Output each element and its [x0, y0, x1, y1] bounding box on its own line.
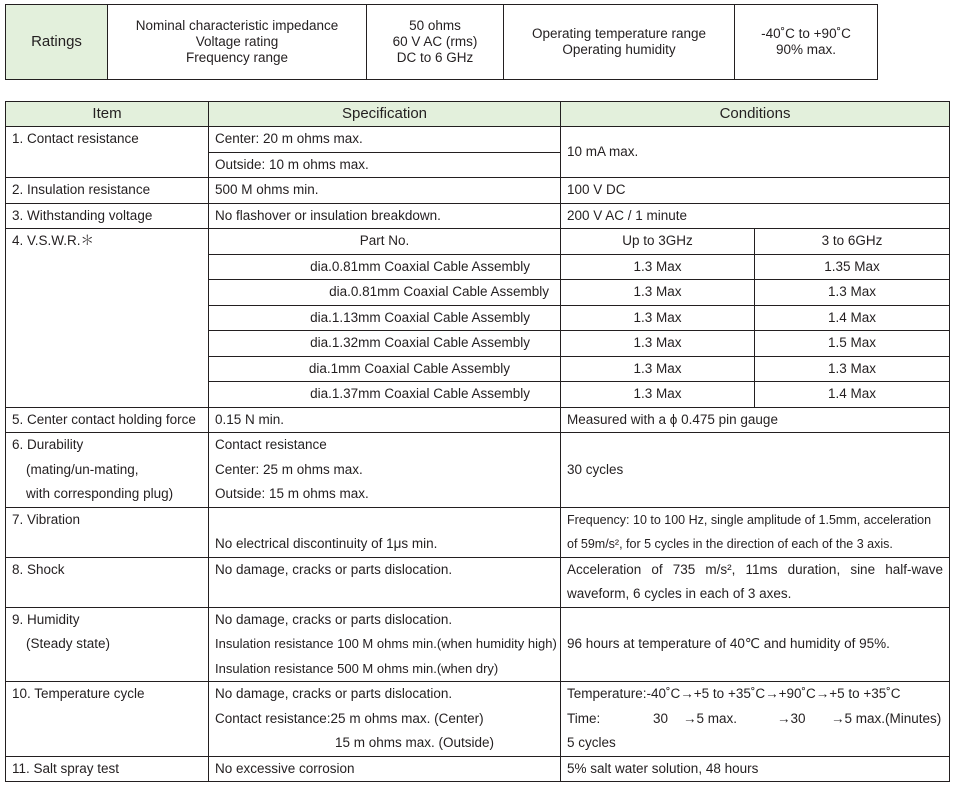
specification-table	[5, 101, 950, 782]
item-subtitle: (mating/un-mating,	[26, 461, 139, 477]
table-row	[6, 203, 950, 229]
vswr-to6: 1.5 Max	[755, 331, 950, 357]
vswr-up3: 1.3 Max	[561, 280, 755, 306]
vswr-header-part: Part No.	[209, 229, 561, 255]
operating-temperature-label: Operating temperature range	[531, 26, 707, 41]
spec-cell	[209, 433, 561, 508]
vswr-header-to6: 3 to 6GHz	[755, 229, 950, 255]
item-cell: 7. Vibration	[6, 507, 209, 557]
voltage-rating-value: 60 V AC (rms)	[392, 34, 478, 49]
operating-humidity-label: Operating humidity	[562, 42, 676, 57]
item-cell: 2. Insulation resistance	[6, 178, 209, 204]
spec-cell: No electrical discontinuity of 1μs min.	[209, 507, 561, 557]
item-cell	[6, 433, 209, 508]
header-specification: Specification	[209, 102, 561, 127]
vswr-part: dia.0.81mm Coaxial Cable Assembly	[209, 280, 561, 306]
spec-line: Insulation resistance 100 M ohms min.(when humidity high)	[215, 636, 557, 651]
operating-humidity-value: 90% max.	[775, 42, 837, 57]
item-cell: 3. Withstanding voltage	[6, 203, 209, 229]
condition-line: Frequency: 10 to 100 Hz, single amplitude of 1.5mm, acceleration	[567, 512, 932, 527]
item-cell: 1. Contact resistance	[6, 127, 209, 178]
vswr-part: dia.1.13mm Coaxial Cable Assembly	[209, 305, 561, 331]
vswr-part: dia.0.81mm Coaxial Cable Assembly	[209, 254, 561, 280]
ratings-names-2	[504, 5, 735, 80]
condition-line: Temperature:-40˚C→+5 to +35˚C→+90˚C→+5 to +35˚C	[567, 686, 901, 701]
spec-cell: No damage, cracks or parts dislocation.	[209, 557, 561, 607]
condition-cell: 200 V AC / 1 minute	[561, 203, 950, 229]
condition-line: of 59m/s², for 5 cycles in the direction of each of the 3 axis.	[567, 537, 893, 551]
table-row	[6, 507, 950, 557]
spec-cell: No excessive corrosion	[209, 756, 561, 782]
table-row	[6, 682, 950, 757]
item-title: 6. Durability	[12, 437, 84, 452]
spec-cell: 0.15 N min.	[209, 407, 561, 433]
header-item: Item	[6, 102, 209, 127]
condition-cell: Measured with a ϕ 0.475 pin gauge	[561, 407, 950, 433]
operating-temperature-value: -40˚C to +90˚C	[761, 26, 851, 41]
spec-cell: Outside: 10 m ohms max.	[209, 152, 561, 178]
item-cell	[6, 607, 209, 682]
condition-time-line: Time: 30 →5 max. →30 →5 max.(Minutes)	[567, 710, 942, 726]
ratings-values-2	[735, 5, 878, 80]
item-cell: 10. Temperature cycle	[6, 682, 209, 757]
spec-line: No damage, cracks or parts dislocation.	[215, 611, 453, 627]
table-row	[6, 127, 950, 153]
condition-cell: 5% salt water solution, 48 hours	[561, 756, 950, 782]
condition-cell: 30 cycles	[561, 433, 950, 508]
condition-cell	[561, 507, 950, 557]
vswr-up3: 1.3 Max	[561, 331, 755, 357]
vswr-up3: 1.3 Max	[561, 305, 755, 331]
vswr-part: dia.1mm Coaxial Cable Assembly	[209, 356, 561, 382]
condition-cell: 96 hours at temperature of 40℃ and humidity of 95%.	[561, 607, 950, 682]
condition-cell	[561, 557, 950, 607]
vswr-header-up3: Up to 3GHz	[561, 229, 755, 255]
frequency-range-label: Frequency range	[185, 50, 289, 65]
item-cell: 4. V.S.W.R.＊	[6, 229, 209, 408]
item-cell: 8. Shock	[6, 557, 209, 607]
table-row	[6, 607, 950, 682]
spec-line: No damage, cracks or parts dislocation.	[215, 686, 453, 701]
table-row	[6, 229, 950, 255]
vswr-to6: 1.4 Max	[755, 305, 950, 331]
spec-line: Center: 25 m ohms max.	[215, 461, 363, 477]
nominal-impedance-label: Nominal characteristic impedance	[135, 18, 339, 33]
ratings-values-1	[367, 5, 504, 80]
voltage-rating-label: Voltage rating	[195, 34, 279, 49]
vswr-up3: 1.3 Max	[561, 356, 755, 382]
spec-cell	[209, 607, 561, 682]
spec-line: Contact resistance	[215, 437, 327, 452]
item-title: 9. Humidity	[12, 611, 80, 627]
condition-line: 5 cycles	[567, 735, 616, 750]
condition-cell	[561, 682, 950, 757]
spec-cell: Center: 20 m ohms max.	[209, 127, 561, 153]
vswr-up3: 1.3 Max	[561, 382, 755, 408]
ratings-names-1	[108, 5, 367, 80]
frequency-range-value: DC to 6 GHz	[396, 50, 474, 65]
table-row	[6, 557, 950, 607]
spec-line: Contact resistance:25 m ohms max. (Center)	[215, 710, 484, 726]
vswr-up3: 1.3 Max	[561, 254, 755, 280]
item-cell: 11. Salt spray test	[6, 756, 209, 782]
vswr-part: dia.1.37mm Coaxial Cable Assembly	[209, 382, 561, 408]
spec-cell: 500 M ohms min.	[209, 178, 561, 204]
item-cell: 5. Center contact holding force	[6, 407, 209, 433]
item-subtitle: with corresponding plug)	[26, 486, 174, 501]
header-conditions: Conditions	[561, 102, 950, 127]
header-row	[6, 102, 950, 127]
table-row	[6, 756, 950, 782]
condition-cell: 10 mA max.	[561, 127, 950, 178]
table-row	[6, 433, 950, 508]
vswr-part: dia.1.32mm Coaxial Cable Assembly	[209, 331, 561, 357]
spec-cell: No flashover or insulation breakdown.	[209, 203, 561, 229]
ratings-label: Ratings	[6, 5, 108, 80]
spec-line: Outside: 15 m ohms max.	[215, 486, 369, 501]
condition-line: Acceleration of 735 m/s², 11ms duration, sine half-wave	[567, 561, 943, 577]
item-subtitle: (Steady state)	[26, 636, 111, 651]
spec-cell	[209, 682, 561, 757]
condition-cell: 100 V DC	[561, 178, 950, 204]
vswr-to6: 1.35 Max	[755, 254, 950, 280]
vswr-to6: 1.4 Max	[755, 382, 950, 408]
vswr-to6: 1.3 Max	[755, 356, 950, 382]
ratings-table	[5, 4, 878, 80]
vswr-to6: 1.3 Max	[755, 280, 950, 306]
table-row	[6, 407, 950, 433]
condition-line: waveform, 6 cycles in each of 3 axes.	[567, 586, 792, 601]
spec-line: Insulation resistance 500 M ohms min.(when dry)	[215, 660, 499, 676]
nominal-impedance-value: 50 ohms	[409, 18, 461, 33]
table-row	[6, 178, 950, 204]
spec-line: 15 m ohms max. (Outside)	[335, 735, 495, 750]
